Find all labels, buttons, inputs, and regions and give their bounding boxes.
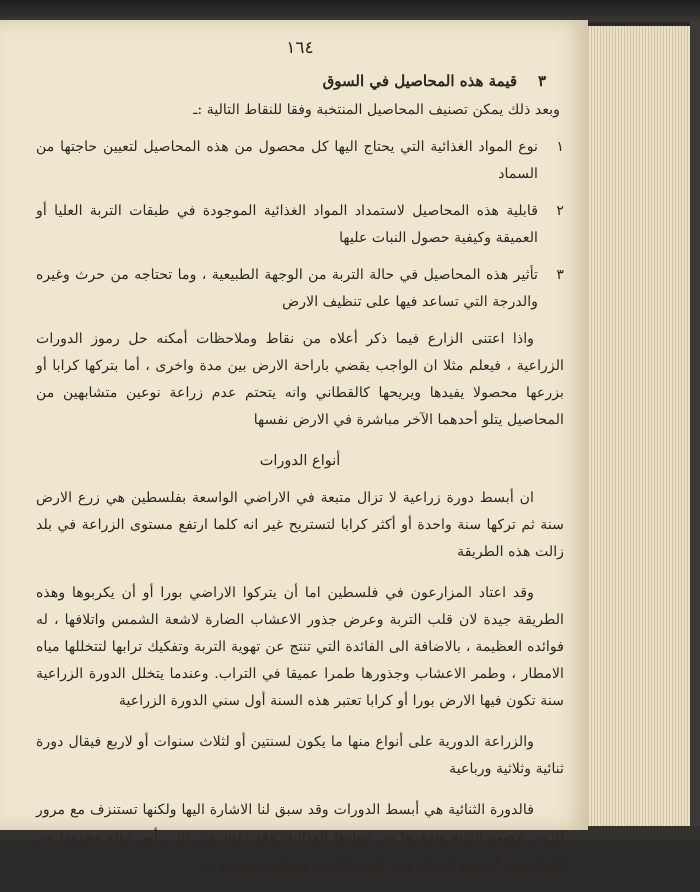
paragraph: فالدورة الثنائية هي أبسط الدورات وقد سبق لنا الاشارة اليها ولكنها تستنزف مع مرور الزمن خصب التربة وتفقرها من موادها الغذائية. وقد اعتاد من كان رأس ماله محدودا من المزارعين أن يتبع هذه الدورة. ولهذه الدورة وجهات متعددة :ـــ — [36, 802, 564, 872]
list-item-text: نوع المواد الغذائية التي يحتاج اليها كل محصول من هذه المحاصيل لتعيين حاجتها من السماد — [36, 139, 538, 182]
list-item-text: تأثير هذه المحاصيل في حالة التربة من الوجهة الطبيعية ، وما تحتاجه من حرث وغيره والدرجة التي تساعد فيها على تنظيف الارض — [36, 267, 538, 310]
paragraph: وقد اعتاد المزارعون في فلسطين اما أن يتركوا الاراضي بورا أو أن يكربوها وهذه الطريقة جيدة لان قلب التربة وعرض جذور الاعشاب الضارة لاشعة الشمس واتلافها ، له فوائده العظيمة ، بالاضافة الى الفائدة التي تنتج عن تهوية التربة وتفكيك ترابها لتتخللها مياه الامطار ، وطمر الاعشاب وجذورها طمرا عميقا في التراب. وعندما يتخلل الدورة الزراعية سنة تكون فيها الارض بورا أو كرابا تعتبر هذه السنة أول سني الدورة الزراعية — [36, 585, 564, 709]
page-stack-edges — [584, 26, 696, 832]
list-item-number: ١ — [556, 139, 564, 155]
paragraph: ان أبسط دورة زراعية لا تزال متبعة في الاراضي الواسعة بفلسطين هي زرع الارض سنة ثم تركها سنة واحدة أو أكثر كرابا لتستريح غير انه كلما ارتفع مستوى الزراعة في بلد زالت هذه الطريقة — [36, 490, 564, 560]
list-item-number: ٣ — [556, 267, 564, 283]
page-text — [36, 36, 564, 892]
paragraph: والزراعة الدورية على أنواع منها ما يكون لسنتين أو لثلاث سنوات أو لاربع فيقال دورة ثنائية وثلاثية ورباعية — [36, 734, 564, 777]
list-item-text: قابلية هذه المحاصيل لاستمداد المواد الغذائية الموجودة في طبقات التربة العليا أو العميقة وكيفية حصول النبات عليها — [36, 203, 538, 246]
book-spine — [690, 22, 700, 832]
paragraph: واذا اعتنى الزارع فيما ذكر أعلاه من نقاط وملاحظات أمكنه حل رموز الدورات الزراعية ، فيعلم مثلا ان الواجب يقضي باراحة الارض بين مدة واخرى ، أما بتركها كرابا أو بزرعها محصولا يفيدها ويريحها كالقطاني وانه يتحتم عدم زراعة نوعين متشابهين من المحاصيل يتلو أحدهما الآخر مباشرة في الارض نفسها — [36, 331, 564, 428]
subheading: أنواع الدورات — [259, 453, 341, 469]
intro-line: وبعد ذلك يمكن تصنيف المحاصيل المنتخبة وفقا للنقاط التالية :ـ — [193, 102, 560, 118]
book-top-edge — [0, 0, 700, 22]
page-number: ١٦٤ — [286, 38, 314, 58]
section-heading — [36, 68, 546, 95]
list-item — [36, 134, 564, 188]
list-item-number: ٢ — [556, 203, 564, 219]
section-heading-number: ٣ — [537, 72, 546, 90]
list-item — [36, 262, 564, 316]
list-item — [36, 198, 564, 252]
section-heading-text: قيمة هذه المحاصيل في السوق — [322, 72, 518, 90]
